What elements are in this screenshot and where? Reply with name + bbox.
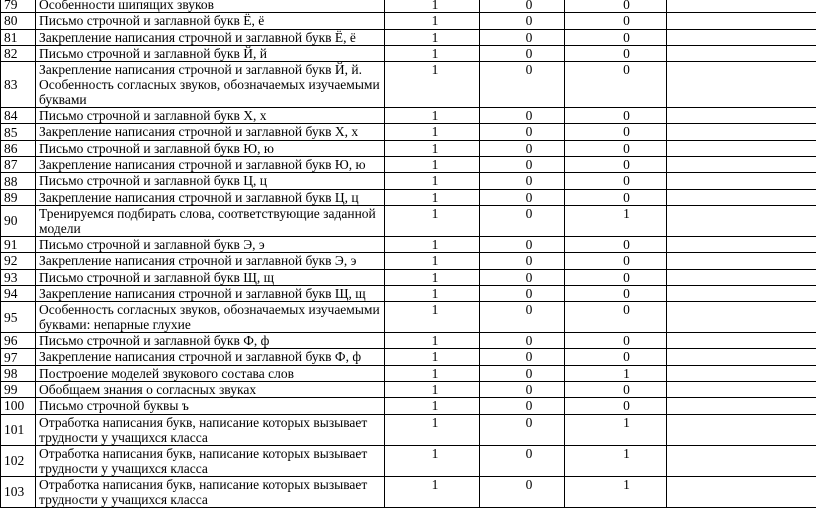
hours-control-value: 0 — [525, 205, 533, 221]
hours-control-value: 0 — [525, 253, 533, 269]
hours-control — [480, 108, 565, 124]
hours-total — [385, 13, 480, 29]
hours-practice-value: 0 — [623, 140, 630, 156]
lesson-topic: Письмо строчной и заглавной букв Ё, ё — [36, 13, 385, 29]
hours-total — [385, 124, 480, 140]
hours-total — [385, 333, 480, 349]
hours-practice — [565, 140, 667, 156]
hours-practice-value: 0 — [623, 173, 630, 189]
hours-total — [385, 414, 480, 445]
hours-control — [480, 398, 565, 414]
notes-cell — [667, 398, 816, 414]
hours-practice — [565, 333, 667, 349]
hours-practice — [565, 253, 667, 269]
hours-control-value: 0 — [525, 349, 533, 365]
hours-control — [480, 189, 565, 205]
lesson-topic: Закрепление написания строчной и заглавной букв Ю, ю — [36, 157, 385, 173]
hours-practice-value: 1 — [623, 365, 630, 381]
lesson-topic: Закрепление написания строчной и заглавной букв Х, х — [36, 124, 385, 140]
hours-total-value: 1 — [431, 445, 439, 461]
lesson-number: 88 — [1, 173, 36, 189]
hours-control — [480, 236, 565, 252]
table-row — [1, 398, 816, 414]
hours-control-value: 0 — [525, 398, 533, 414]
hours-total-value: 1 — [431, 157, 439, 173]
lesson-number: 99 — [1, 382, 36, 398]
hours-practice-value: 0 — [623, 253, 630, 269]
hours-control-value: 0 — [525, 445, 533, 461]
hours-total — [385, 189, 480, 205]
hours-total — [385, 205, 480, 236]
hours-practice — [565, 365, 667, 381]
hours-control — [480, 205, 565, 236]
hours-total — [385, 0, 480, 13]
hours-control — [480, 349, 565, 365]
hours-control — [480, 13, 565, 29]
hours-control — [480, 45, 565, 61]
notes-cell — [667, 333, 816, 349]
lesson-topic: Письмо строчной и заглавной букв Х, х — [36, 108, 385, 124]
hours-practice-value: 0 — [623, 108, 630, 124]
notes-cell — [667, 382, 816, 398]
hours-total-value: 1 — [431, 349, 439, 365]
hours-control-value: 0 — [525, 108, 533, 124]
hours-total — [385, 253, 480, 269]
hours-control-value: 0 — [525, 414, 533, 430]
hours-control-value: 0 — [525, 236, 533, 252]
table-row — [1, 476, 816, 507]
hours-practice — [565, 349, 667, 365]
hours-control — [480, 0, 565, 13]
hours-practice-value: 0 — [623, 124, 630, 140]
lesson-number: 94 — [1, 285, 36, 301]
hours-total — [385, 45, 480, 61]
hours-practice-value: 0 — [623, 349, 630, 365]
lesson-number: 83 — [1, 62, 36, 108]
hours-control — [480, 140, 565, 156]
notes-cell — [667, 302, 816, 333]
hours-control-value: 0 — [525, 189, 533, 205]
lesson-number: 95 — [1, 302, 36, 333]
lesson-number: 97 — [1, 349, 36, 365]
hours-total-value: 1 — [431, 108, 439, 124]
hours-control — [480, 302, 565, 333]
lesson-topic: Закрепление написания строчной и заглавной букв Ф, ф — [36, 349, 385, 365]
table-row — [1, 269, 816, 285]
hours-practice — [565, 205, 667, 236]
table-row — [1, 173, 816, 189]
hours-practice — [565, 62, 667, 108]
hours-control — [480, 124, 565, 140]
lesson-topic: Особенность согласных звуков, обозначаемых изучаемыми буквами: непарные глухие — [36, 302, 385, 333]
hours-total-value: 1 — [431, 476, 439, 492]
hours-control — [480, 285, 565, 301]
notes-cell — [667, 108, 816, 124]
hours-total-value: 1 — [431, 0, 439, 12]
hours-control-value: 0 — [525, 333, 533, 349]
hours-practice-value: 0 — [623, 0, 630, 12]
hours-practice-value: 0 — [623, 333, 630, 349]
notes-cell — [667, 13, 816, 29]
notes-cell — [667, 205, 816, 236]
notes-cell — [667, 476, 816, 507]
lesson-number: 100 — [1, 398, 36, 414]
lesson-topic: Закрепление написания строчной и заглавной букв Ё, ё — [36, 29, 385, 45]
notes-cell — [667, 445, 816, 476]
hours-total-value: 1 — [431, 236, 439, 252]
hours-practice-value: 0 — [623, 45, 630, 61]
hours-practice-value: 0 — [623, 398, 630, 414]
table-row — [1, 445, 816, 476]
notes-cell — [667, 365, 816, 381]
hours-total — [385, 157, 480, 173]
table-row — [1, 236, 816, 252]
table-row — [1, 45, 816, 61]
lesson-number: 81 — [1, 29, 36, 45]
hours-total — [385, 302, 480, 333]
lesson-number: 101 — [1, 414, 36, 445]
hours-control-value: 0 — [525, 157, 533, 173]
notes-cell — [667, 29, 816, 45]
hours-practice — [565, 108, 667, 124]
lesson-topic: Отработка написания букв, написание которых вызывает трудности у учащихся класса — [36, 476, 385, 507]
hours-total-value: 1 — [431, 45, 439, 61]
hours-control — [480, 414, 565, 445]
hours-practice — [565, 189, 667, 205]
hours-practice-value: 0 — [623, 189, 630, 205]
hours-control — [480, 333, 565, 349]
lesson-topic: Письмо строчной буквы ъ — [36, 398, 385, 414]
notes-cell — [667, 269, 816, 285]
lesson-number: 90 — [1, 205, 36, 236]
hours-control-value: 0 — [525, 124, 533, 140]
hours-total — [385, 62, 480, 108]
lesson-number: 91 — [1, 236, 36, 252]
hours-total — [385, 29, 480, 45]
hours-total — [385, 108, 480, 124]
table-row — [1, 253, 816, 269]
hours-total-value: 1 — [431, 29, 439, 45]
lesson-number: 96 — [1, 333, 36, 349]
lesson-topic: Закрепление написания строчной и заглавной букв Й, й. Особенность согласных звуков, обозначаемых изучаемыми буквами — [36, 62, 385, 108]
hours-practice-value: 0 — [623, 29, 630, 45]
hours-control — [480, 365, 565, 381]
hours-total — [385, 349, 480, 365]
hours-total-value: 1 — [431, 269, 439, 285]
notes-cell — [667, 124, 816, 140]
hours-total-value: 1 — [431, 365, 439, 381]
hours-practice-value: 0 — [623, 236, 630, 252]
hours-control-value: 0 — [525, 285, 533, 301]
lesson-topic: Закрепление написания строчной и заглавной букв Э, э — [36, 253, 385, 269]
table-row — [1, 62, 816, 108]
hours-total — [385, 173, 480, 189]
hours-practice — [565, 45, 667, 61]
lesson-number: 92 — [1, 253, 36, 269]
hours-total-value: 1 — [431, 253, 439, 269]
hours-practice — [565, 398, 667, 414]
hours-control — [480, 157, 565, 173]
table-row — [1, 29, 816, 45]
lesson-number: 87 — [1, 157, 36, 173]
hours-total — [385, 269, 480, 285]
hours-practice — [565, 236, 667, 252]
notes-cell — [667, 253, 816, 269]
hours-practice — [565, 285, 667, 301]
hours-total — [385, 398, 480, 414]
lesson-number: 84 — [1, 108, 36, 124]
lesson-number: 102 — [1, 445, 36, 476]
hours-total-value: 1 — [431, 140, 439, 156]
lesson-number: 85 — [1, 124, 36, 140]
table-row — [1, 157, 816, 173]
lesson-number: 86 — [1, 140, 36, 156]
hours-total-value: 1 — [431, 398, 439, 414]
hours-total — [385, 365, 480, 381]
table-row — [1, 189, 816, 205]
hours-total — [385, 476, 480, 507]
notes-cell — [667, 140, 816, 156]
hours-control-value: 0 — [525, 140, 533, 156]
table-row — [1, 285, 816, 301]
hours-practice — [565, 0, 667, 13]
hours-practice-value: 0 — [623, 285, 630, 301]
table-row — [1, 108, 816, 124]
hours-practice-value: 0 — [623, 13, 630, 29]
hours-practice — [565, 124, 667, 140]
notes-cell — [667, 62, 816, 108]
table-row — [1, 0, 816, 13]
hours-total-value: 1 — [431, 205, 439, 221]
hours-practice-value: 0 — [623, 62, 630, 78]
hours-practice-value: 1 — [623, 445, 630, 461]
hours-control-value: 0 — [525, 365, 533, 381]
hours-practice-value: 0 — [623, 157, 630, 173]
hours-total — [385, 236, 480, 252]
hours-control — [480, 29, 565, 45]
lesson-number: 79 — [1, 0, 36, 13]
hours-practice — [565, 13, 667, 29]
hours-practice-value: 1 — [623, 476, 630, 492]
hours-practice — [565, 382, 667, 398]
hours-total-value: 1 — [431, 333, 439, 349]
hours-control — [480, 62, 565, 108]
lesson-topic: Письмо строчной и заглавной букв Щ, щ — [36, 269, 385, 285]
hours-control — [480, 269, 565, 285]
lesson-number: 103 — [1, 476, 36, 507]
lesson-number: 82 — [1, 45, 36, 61]
hours-control-value: 0 — [525, 13, 533, 29]
hours-control — [480, 445, 565, 476]
table-row — [1, 205, 816, 236]
table-body — [1, 0, 816, 507]
lesson-topic: Построение моделей звукового состава слов — [36, 365, 385, 381]
hours-practice-value: 1 — [623, 205, 630, 221]
lesson-topic: Письмо строчной и заглавной букв Ф, ф — [36, 333, 385, 349]
hours-total-value: 1 — [431, 173, 439, 189]
lesson-topic: Отработка написания букв, написание которых вызывает трудности у учащихся класса — [36, 445, 385, 476]
lesson-topic: Письмо строчной и заглавной букв Ц, ц — [36, 173, 385, 189]
hours-practice — [565, 445, 667, 476]
hours-practice — [565, 302, 667, 333]
hours-control — [480, 476, 565, 507]
lesson-topic: Отработка написания букв, написание которых вызывает трудности у учащихся класса — [36, 414, 385, 445]
lesson-topic: Закрепление написания строчной и заглавной букв Щ, щ — [36, 285, 385, 301]
table-row — [1, 302, 816, 333]
notes-cell — [667, 0, 816, 13]
table-row — [1, 124, 816, 140]
hours-control-value: 0 — [525, 382, 533, 398]
lesson-topic: Закрепление написания строчной и заглавной букв Ц, ц — [36, 189, 385, 205]
table-row — [1, 349, 816, 365]
hours-total-value: 1 — [431, 302, 439, 318]
lesson-number: 80 — [1, 13, 36, 29]
hours-practice — [565, 29, 667, 45]
hours-total — [385, 382, 480, 398]
hours-practice-value: 1 — [623, 414, 630, 430]
notes-cell — [667, 189, 816, 205]
lesson-number: 89 — [1, 189, 36, 205]
hours-control-value: 0 — [525, 302, 533, 318]
hours-control-value: 0 — [525, 45, 533, 61]
lesson-number: 93 — [1, 269, 36, 285]
hours-practice-value: 0 — [623, 302, 630, 318]
notes-cell — [667, 414, 816, 445]
hours-total — [385, 140, 480, 156]
hours-total — [385, 285, 480, 301]
lesson-number: 98 — [1, 365, 36, 381]
notes-cell — [667, 349, 816, 365]
lesson-topic: Особенности шипящих звуков — [36, 0, 385, 13]
lesson-topic: Письмо строчной и заглавной букв Й, й — [36, 45, 385, 61]
table-row — [1, 365, 816, 381]
table-row — [1, 333, 816, 349]
table-row — [1, 414, 816, 445]
hours-practice — [565, 476, 667, 507]
lesson-topic: Тренируемся подбирать слова, соответствующие заданной модели — [36, 205, 385, 236]
hours-practice-value: 0 — [623, 382, 630, 398]
hours-practice — [565, 269, 667, 285]
hours-control — [480, 382, 565, 398]
lesson-topic: Обобщаем знания о согласных звуках — [36, 382, 385, 398]
hours-practice — [565, 414, 667, 445]
table-row — [1, 140, 816, 156]
hours-practice-value: 0 — [623, 269, 630, 285]
table-row — [1, 382, 816, 398]
hours-total-value: 1 — [431, 285, 439, 301]
hours-total-value: 1 — [431, 382, 439, 398]
hours-control-value: 0 — [525, 269, 533, 285]
hours-control-value: 0 — [525, 29, 533, 45]
hours-total — [385, 445, 480, 476]
notes-cell — [667, 236, 816, 252]
notes-cell — [667, 45, 816, 61]
notes-cell — [667, 285, 816, 301]
table-row — [1, 13, 816, 29]
hours-control — [480, 253, 565, 269]
hours-total-value: 1 — [431, 189, 439, 205]
hours-total-value: 1 — [431, 124, 439, 140]
lesson-topic: Письмо строчной и заглавной букв Э, э — [36, 236, 385, 252]
hours-control-value: 0 — [525, 173, 533, 189]
hours-control — [480, 173, 565, 189]
hours-practice — [565, 173, 667, 189]
hours-control-value: 0 — [525, 476, 533, 492]
notes-cell — [667, 173, 816, 189]
hours-total-value: 1 — [431, 414, 439, 430]
hours-practice — [565, 157, 667, 173]
hours-total-value: 1 — [431, 62, 439, 78]
lesson-topic: Письмо строчной и заглавной букв Ю, ю — [36, 140, 385, 156]
notes-cell — [667, 157, 816, 173]
hours-control-value: 0 — [525, 0, 533, 12]
hours-total-value: 1 — [431, 13, 439, 29]
hours-control-value: 0 — [525, 62, 533, 78]
